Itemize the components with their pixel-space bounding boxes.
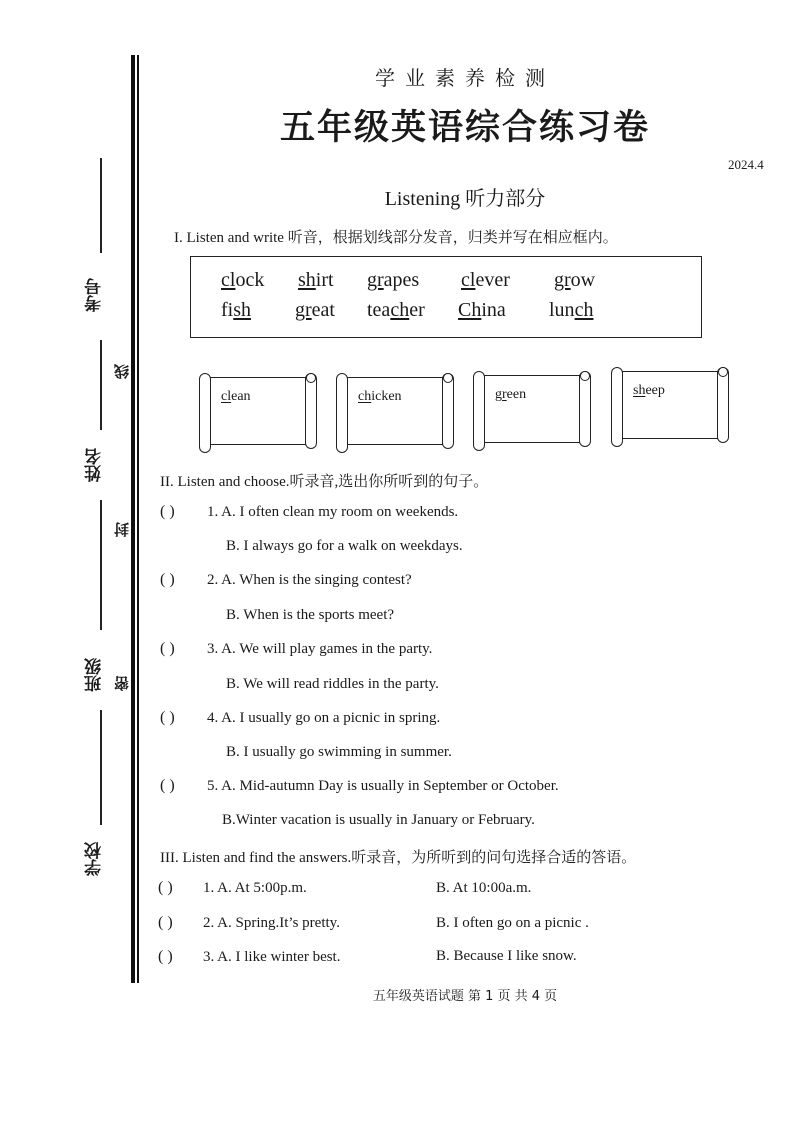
option-a: 2. A. Spring.It’s pretty.	[203, 915, 340, 931]
option-b: B. Because I like snow.	[436, 948, 577, 964]
word: grapes	[367, 269, 420, 291]
name-blank-top	[100, 340, 102, 430]
answer-paren[interactable]: ( )	[160, 571, 175, 588]
class-blank	[100, 710, 102, 825]
part3-instruction: III. Listen and find the answers.听录音，为所听到的问句选择合适的答语。	[160, 850, 637, 866]
word: great	[295, 299, 335, 321]
part1-instruction: I. Listen and write 听音，根据划线部分发音，归类并写在相应框内。	[174, 230, 618, 246]
option-a: 2. A. When is the singing contest?	[207, 572, 412, 588]
answer-scroll	[473, 371, 591, 449]
option-b: B. I always go for a walk on weekdays.	[226, 538, 463, 554]
scroll-label: sheep	[633, 383, 665, 398]
scroll-label: clean	[221, 389, 251, 404]
option-b: B.Winter vacation is usually in January or February.	[222, 812, 535, 828]
option-a: 1. A. At 5:00p.m.	[203, 880, 307, 896]
answer-paren[interactable]: ( )	[160, 709, 175, 726]
seal-secret-char: 密	[113, 676, 131, 691]
field-school: 学校	[85, 842, 105, 876]
option-a: 1. A. I often clean my room on weekends.	[207, 504, 459, 520]
seal-line-char: 线	[113, 364, 131, 379]
part2-instruction: II. Listen and choose.听录音,选出你所听到的句子。	[160, 474, 489, 490]
option-b: B. We will read riddles in the party.	[226, 676, 439, 692]
word: fish	[221, 299, 252, 321]
option-b: B. I usually go swimming in summer.	[226, 744, 452, 760]
answer-scroll	[199, 373, 317, 451]
exam-date: 2024.4	[728, 157, 764, 172]
page-footer: 五年级英语试题 第 1 页 共 4 页	[372, 989, 558, 1004]
answer-scroll	[336, 373, 454, 451]
answer-paren[interactable]: ( )	[158, 948, 173, 965]
section-title: Listening 听力部分	[384, 188, 546, 210]
word: China	[458, 299, 506, 321]
exam-title: 五年级英语综合练习卷	[279, 107, 650, 148]
answer-paren[interactable]: ( )	[160, 640, 175, 657]
word: clever	[461, 269, 510, 291]
option-b: B. At 10:00a.m.	[436, 880, 532, 896]
option-a: 4. A. I usually go on a picnic in spring.	[207, 710, 441, 726]
word: shirt	[298, 269, 334, 291]
name-blank	[100, 500, 102, 630]
word: lunch	[549, 299, 594, 321]
field-exam-number: 考号	[85, 278, 105, 312]
answer-paren[interactable]: ( )	[160, 777, 175, 794]
option-a: 5. A. Mid-autumn Day is usually in September or October.	[207, 778, 559, 794]
field-class: 班级	[85, 658, 105, 692]
answer-paren[interactable]: ( )	[158, 914, 173, 931]
option-b: B. When is the sports meet?	[226, 607, 395, 623]
option-a: 3. A. I like winter best.	[203, 949, 341, 965]
exam-subtitle: 学业素养检测	[375, 66, 555, 90]
word: clock	[221, 269, 265, 291]
word-box	[190, 256, 702, 338]
word: grow	[554, 269, 596, 291]
option-b: B. I often go on a picnic .	[436, 915, 589, 931]
seal-seal-char: 封	[113, 522, 131, 537]
option-a: 3. A. We will play games in the party.	[207, 641, 433, 657]
answer-paren[interactable]: ( )	[160, 503, 175, 520]
scroll-label: chicken	[358, 389, 402, 404]
answer-paren[interactable]: ( )	[158, 879, 173, 896]
scroll-label: green	[495, 387, 527, 402]
field-name: 姓名	[85, 448, 105, 482]
answer-scroll	[611, 367, 729, 445]
word: teacher	[367, 299, 425, 321]
